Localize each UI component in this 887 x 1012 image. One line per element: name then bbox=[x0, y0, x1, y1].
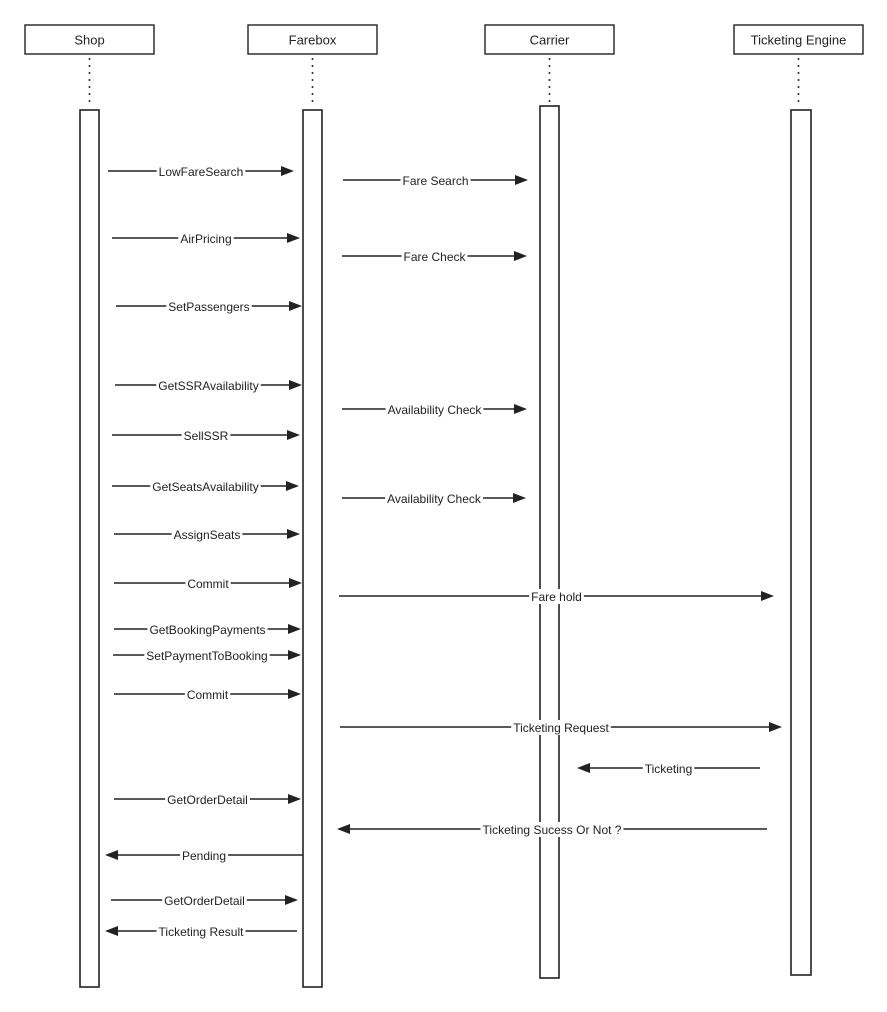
message-label: Ticketing Sucess Or Not ? bbox=[482, 823, 622, 837]
participant-ticketing-engine[interactable] bbox=[734, 25, 863, 54]
message-arrow bbox=[342, 249, 527, 264]
participant-carrier[interactable] bbox=[485, 25, 614, 54]
message-list bbox=[105, 164, 782, 939]
message-arrow bbox=[339, 589, 774, 604]
message-label: Ticketing Result bbox=[158, 925, 244, 939]
arrowhead-icon bbox=[514, 404, 527, 414]
arrowhead-icon bbox=[337, 824, 350, 834]
arrowhead-icon bbox=[514, 251, 527, 261]
message-label: Commit bbox=[186, 688, 229, 702]
message-arrow bbox=[108, 164, 294, 179]
message-label: GetOrderDetail bbox=[164, 894, 245, 908]
message-arrow bbox=[114, 576, 302, 591]
message-label: GetSSRAvailability bbox=[158, 379, 259, 393]
arrowhead-icon bbox=[289, 380, 302, 390]
participant-label: Ticketing Engine bbox=[750, 32, 847, 48]
message-arrow bbox=[115, 378, 302, 393]
activation-bar-ticketing-engine bbox=[791, 110, 811, 975]
arrowhead-icon bbox=[288, 794, 301, 804]
arrowhead-icon bbox=[287, 529, 300, 539]
arrowhead-icon bbox=[286, 481, 299, 491]
message-label: Fare hold bbox=[531, 590, 582, 604]
arrowhead-icon bbox=[287, 233, 300, 243]
participant-label: Carrier bbox=[529, 32, 570, 48]
message-label: AirPricing bbox=[180, 232, 232, 246]
message-arrow bbox=[105, 848, 303, 863]
arrowhead-icon bbox=[285, 895, 298, 905]
activation-bar-carrier bbox=[540, 106, 559, 978]
arrowhead-icon bbox=[577, 763, 590, 773]
message-label: SellSSR bbox=[183, 429, 229, 443]
message-label: Fare Search bbox=[402, 174, 469, 188]
arrowhead-icon bbox=[769, 722, 782, 732]
message-arrow bbox=[342, 402, 527, 417]
arrowhead-icon bbox=[281, 166, 294, 176]
message-arrow bbox=[105, 924, 297, 939]
message-label: LowFareSearch bbox=[158, 165, 244, 179]
message-arrow bbox=[342, 491, 526, 506]
message-label: GetOrderDetail bbox=[167, 793, 248, 807]
activation-bar-shop bbox=[80, 110, 99, 987]
arrowhead-icon bbox=[513, 493, 526, 503]
message-label: GetBookingPayments bbox=[149, 623, 266, 637]
message-label: GetSeatsAvailability bbox=[152, 480, 259, 494]
message-label: AssignSeats bbox=[173, 528, 241, 542]
message-label: Ticketing bbox=[644, 762, 693, 776]
arrowhead-icon bbox=[288, 689, 301, 699]
arrowhead-icon bbox=[289, 301, 302, 311]
participant-shop[interactable] bbox=[25, 25, 154, 54]
message-arrow bbox=[343, 173, 528, 188]
arrowhead-icon bbox=[288, 650, 301, 660]
message-arrow bbox=[116, 299, 302, 314]
message-arrow bbox=[112, 479, 299, 494]
message-label: Availability Check bbox=[387, 403, 482, 417]
message-arrow bbox=[114, 527, 300, 542]
message-arrow bbox=[112, 231, 300, 246]
arrowhead-icon bbox=[761, 591, 774, 601]
message-arrow bbox=[113, 648, 301, 663]
arrowhead-icon bbox=[289, 578, 302, 588]
message-arrow bbox=[111, 893, 298, 908]
message-label: Commit bbox=[187, 577, 229, 591]
message-label: SetPaymentToBooking bbox=[146, 649, 268, 663]
message-arrow bbox=[337, 822, 767, 837]
message-label: Fare Check bbox=[403, 250, 466, 264]
message-label: Pending bbox=[181, 849, 227, 863]
message-arrow bbox=[112, 428, 300, 443]
arrowhead-icon bbox=[287, 430, 300, 440]
arrowhead-icon bbox=[105, 850, 118, 860]
message-arrow bbox=[114, 687, 301, 702]
arrowhead-icon bbox=[288, 624, 301, 634]
participant-label: Farebox bbox=[288, 32, 337, 48]
activation-bar-farebox bbox=[303, 110, 322, 987]
message-arrow bbox=[577, 761, 760, 776]
message-label: Ticketing Request bbox=[513, 721, 609, 735]
arrowhead-icon bbox=[515, 175, 528, 185]
message-arrow bbox=[114, 792, 301, 807]
message-label: Availability Check bbox=[387, 492, 481, 506]
arrowhead-icon bbox=[105, 926, 118, 936]
message-arrow bbox=[114, 622, 301, 637]
participant-farebox[interactable] bbox=[248, 25, 377, 54]
message-label: SetPassengers bbox=[168, 300, 250, 314]
participant-label: Shop bbox=[74, 32, 105, 48]
message-arrow bbox=[340, 720, 782, 735]
